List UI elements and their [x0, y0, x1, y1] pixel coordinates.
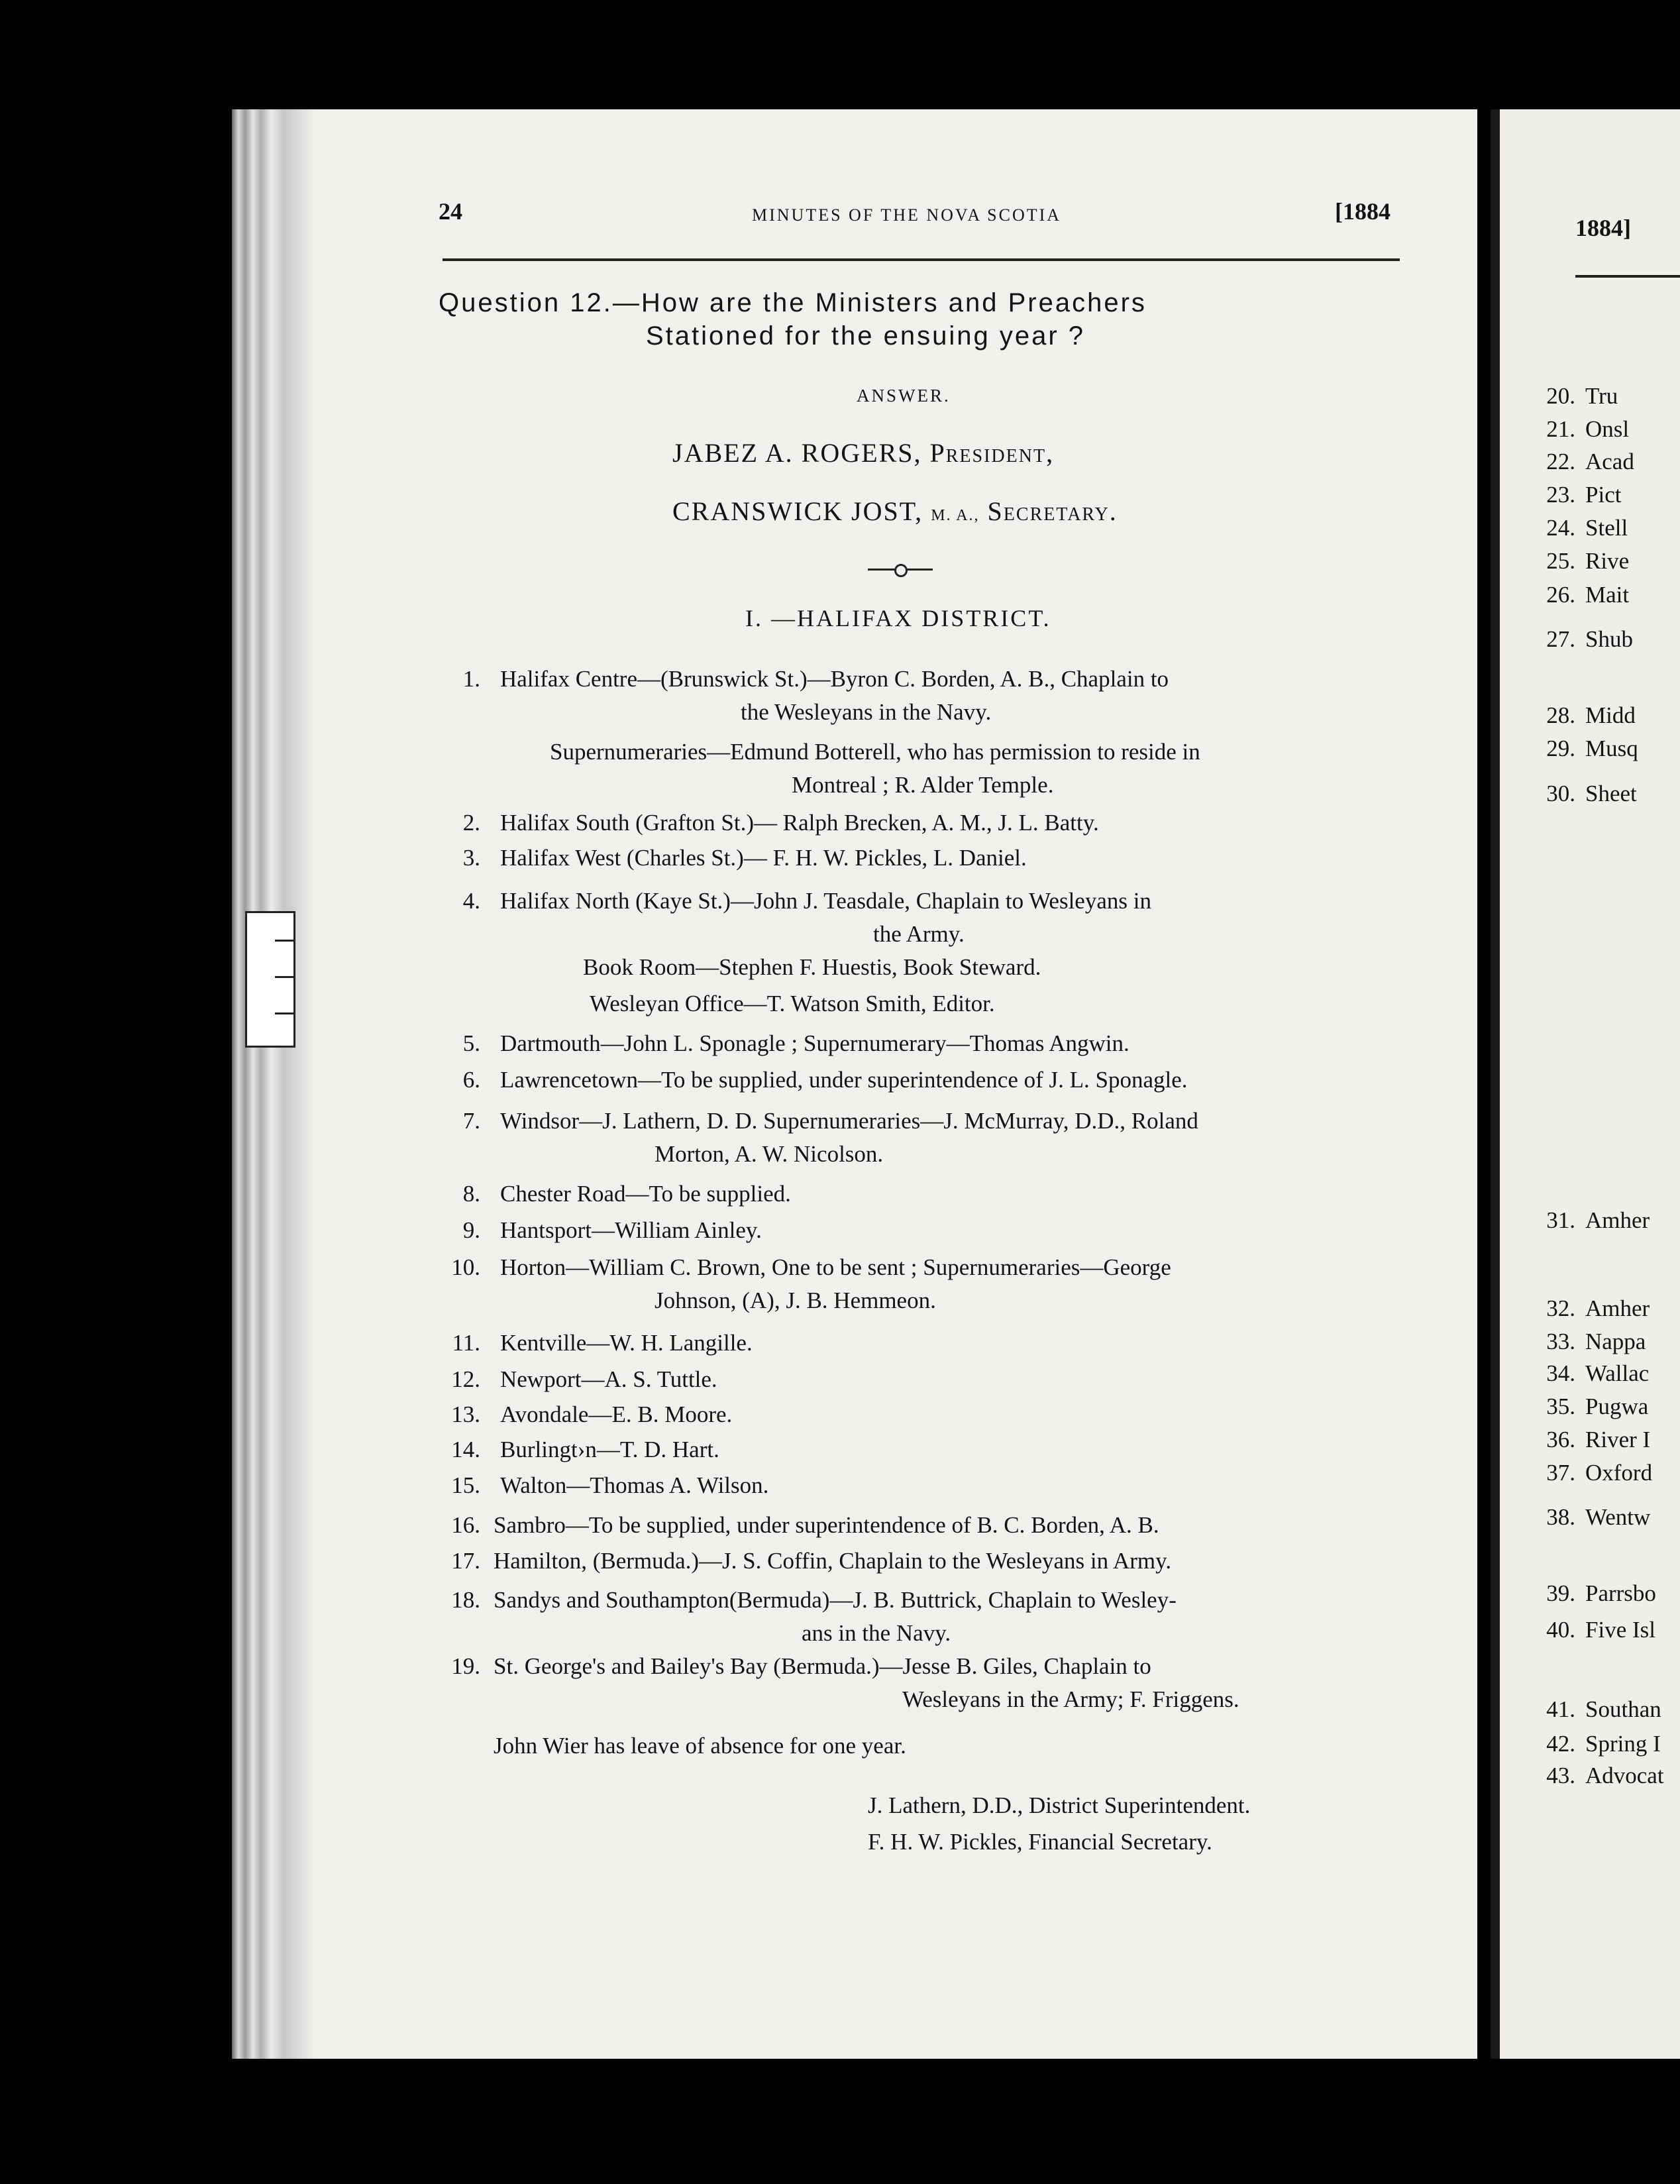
right-entry-text: Five Isl [1585, 1617, 1655, 1643]
entry-number: 15. [451, 1472, 480, 1498]
right-entry-text: Wallac [1585, 1360, 1650, 1386]
entry-number: 9. [462, 1217, 480, 1243]
right-entry-number: 32. [1546, 1295, 1575, 1321]
president-line [672, 437, 1054, 468]
entry-number: 12. [451, 1366, 480, 1392]
right-page-year: 1884] [1575, 215, 1631, 241]
entry-line: Walton—Thomas A. Wilson. [500, 1472, 769, 1498]
right-header-rule [1575, 275, 1680, 278]
signature-superintendent: J. Lathern, D.D., District Superintendent. [868, 1792, 1251, 1818]
entry-line: Supernumeraries—Edmund Botterell, who has permission to reside in [550, 739, 1200, 765]
right-entry-number: 21. [1546, 416, 1575, 442]
entry-number: 1. [462, 666, 480, 692]
district-heading: I. —HALIFAX DISTRICT. [745, 605, 1051, 631]
entry-line: Halifax South (Grafton St.)— Ralph Brecken, A. M., J. L. Batty. [500, 810, 1099, 836]
entry-line: Hamilton, (Bermuda.)—J. S. Coffin, Chaplain to the Wesleyans in Army. [494, 1548, 1172, 1574]
index-tab-marker [245, 911, 295, 1048]
right-entry-text: Parrsbo [1585, 1580, 1656, 1606]
book-spine-edge [232, 109, 315, 2059]
closing-note: John Wier has leave of absence for one year. [494, 1733, 906, 1759]
entry-line: the Army. [873, 921, 965, 947]
entry-line: Montreal ; R. Alder Temple. [792, 772, 1054, 798]
entry-line: Kentville—W. H. Langille. [500, 1330, 753, 1356]
entry-number: 7. [462, 1108, 480, 1134]
entry-line: Horton—William C. Brown, One to be sent ; Supernumeraries—George [500, 1254, 1171, 1280]
entry-line: ans in the Navy. [802, 1620, 951, 1646]
right-entry-number: 26. [1546, 582, 1575, 608]
question-line-2: Stationed for the ensuing year ? [646, 321, 1086, 351]
right-entry-text: Amher [1585, 1295, 1650, 1321]
entry-line: Halifax West (Charles St.)— F. H. W. Pickles, L. Daniel. [500, 845, 1027, 871]
right-entry-text: Oxford [1585, 1460, 1653, 1486]
entry-line: Johnson, (A), J. B. Hemmeon. [655, 1287, 936, 1313]
right-entry-number: 42. [1546, 1731, 1575, 1757]
right-entry-number: 23. [1546, 482, 1575, 508]
entry-line: Morton, A. W. Nicolson. [655, 1141, 884, 1167]
right-entry-number: 28. [1546, 702, 1575, 728]
entry-number: 5. [462, 1030, 480, 1056]
entry-number: 11. [452, 1330, 480, 1356]
right-entry-number: 34. [1546, 1360, 1575, 1386]
ornament-divider [868, 569, 933, 571]
entry-number: 4. [462, 888, 480, 914]
right-entry-text: Pugwa [1585, 1393, 1649, 1419]
entry-line: Wesleyans in the Army; F. Friggens. [902, 1686, 1239, 1712]
entry-number: 10. [451, 1254, 480, 1280]
right-entry-number: 35. [1546, 1393, 1575, 1419]
secretary-name: CRANSWICK JOST, [672, 496, 923, 526]
entry-number: 19. [451, 1653, 480, 1679]
president-title: President, [929, 438, 1055, 468]
right-entry-number: 29. [1546, 736, 1575, 761]
question-line-1: Question 12.—How are the Ministers and Preachers [439, 288, 1147, 317]
entry-number: 16. [451, 1512, 480, 1538]
right-entry-text: Tru [1585, 383, 1618, 409]
entry-number: 17. [451, 1548, 480, 1574]
entry-number: 3. [462, 845, 480, 871]
right-entry-number: 20. [1546, 383, 1575, 409]
right-entry-text: Pict [1585, 482, 1622, 508]
right-entry-number: 41. [1546, 1696, 1575, 1722]
header-rule [443, 258, 1400, 261]
entry-number: 8. [462, 1181, 480, 1207]
entry-number: 6. [462, 1067, 480, 1093]
right-entry-text: River I [1585, 1427, 1651, 1452]
entry-line: Halifax Centre—(Brunswick St.)—Byron C. Borden, A. B., Chaplain to [500, 666, 1169, 692]
entry-line: Avondale—E. B. Moore. [500, 1401, 733, 1427]
right-entry-number: 36. [1546, 1427, 1575, 1452]
right-entry-text: Sheet [1585, 781, 1637, 806]
entry-line: Halifax North (Kaye St.)—John J. Teasdale, Chaplain to Wesleyans in [500, 888, 1151, 914]
right-entry-number: 43. [1546, 1763, 1575, 1788]
entry-number: 2. [462, 810, 480, 836]
right-entry-text: Midd [1585, 702, 1636, 728]
entry-number: 18. [451, 1587, 480, 1613]
right-entry-number: 31. [1546, 1207, 1575, 1233]
right-entry-number: 25. [1546, 548, 1575, 574]
running-title: MINUTES OF THE NOVA SCOTIA [752, 205, 1062, 225]
right-entry-number: 38. [1546, 1504, 1575, 1530]
right-entry-text: Stell [1585, 515, 1628, 541]
right-entry-number: 24. [1546, 515, 1575, 541]
answer-label: ANSWER. [857, 386, 951, 406]
president-name: JABEZ A. ROGERS, [672, 438, 922, 468]
entry-line: Newport—A. S. Tuttle. [500, 1366, 717, 1392]
right-entry-text: Nappa [1585, 1329, 1646, 1354]
entry-line: Chester Road—To be supplied. [500, 1181, 791, 1207]
entry-line: Wesleyan Office—T. Watson Smith, Editor. [590, 991, 995, 1016]
right-entry-number: 30. [1546, 781, 1575, 806]
right-entry-text: Wentw [1585, 1504, 1651, 1530]
entry-line: Windsor—J. Lathern, D. D. Supernumeraries—J. McMurray, D.D., Roland [500, 1108, 1198, 1134]
entry-line: Book Room—Stephen F. Huestis, Book Steward. [583, 954, 1041, 980]
entry-line: Sambro—To be supplied, under superintendence of B. C. Borden, A. B. [494, 1512, 1159, 1538]
right-entry-text: Mait [1585, 582, 1630, 608]
right-entry-text: Rive [1585, 548, 1630, 574]
entry-line: Sandys and Southampton(Bermuda)—J. B. Buttrick, Chaplain to Wesley- [494, 1587, 1177, 1613]
entry-line: Lawrencetown—To be supplied, under superintendence of J. L. Sponagle. [500, 1067, 1188, 1093]
header-year: [1884 [1335, 198, 1391, 225]
right-entry-number: 40. [1546, 1617, 1575, 1643]
right-entry-number: 27. [1546, 626, 1575, 652]
page-number: 24 [439, 198, 462, 225]
entry-line: Burlingt›n—T. D. Hart. [500, 1437, 719, 1462]
right-entry-text: Shub [1585, 626, 1633, 652]
right-entry-text: Acad [1585, 449, 1634, 474]
right-entry-number: 33. [1546, 1329, 1575, 1354]
entry-line: Hantsport—William Ainley. [500, 1217, 762, 1243]
right-entry-number: 37. [1546, 1460, 1575, 1486]
entry-line: the Wesleyans in the Navy. [741, 699, 992, 725]
right-entry-number: 39. [1546, 1580, 1575, 1606]
right-entry-number: 22. [1546, 449, 1575, 474]
secretary-line [672, 496, 1118, 527]
entry-line: Dartmouth—John L. Sponagle ; Supernumerary—Thomas Angwin. [500, 1030, 1129, 1056]
right-entry-text: Advocat [1585, 1763, 1664, 1788]
signature-financial-secretary: F. H. W. Pickles, Financial Secretary. [868, 1829, 1212, 1855]
right-entry-text: Southan [1585, 1696, 1661, 1722]
right-entry-text: Spring I [1585, 1731, 1661, 1757]
secretary-title: Secretary. [987, 496, 1118, 526]
entry-number: 13. [451, 1401, 480, 1427]
right-entry-text: Musq [1585, 736, 1638, 761]
entry-line: St. George's and Bailey's Bay (Bermuda.)—Jesse B. Giles, Chaplain to [494, 1653, 1151, 1679]
secretary-degree: M. A., [931, 507, 980, 524]
right-entry-text: Amher [1585, 1207, 1650, 1233]
right-entry-text: Onsl [1585, 416, 1630, 442]
entry-number: 14. [451, 1437, 480, 1462]
